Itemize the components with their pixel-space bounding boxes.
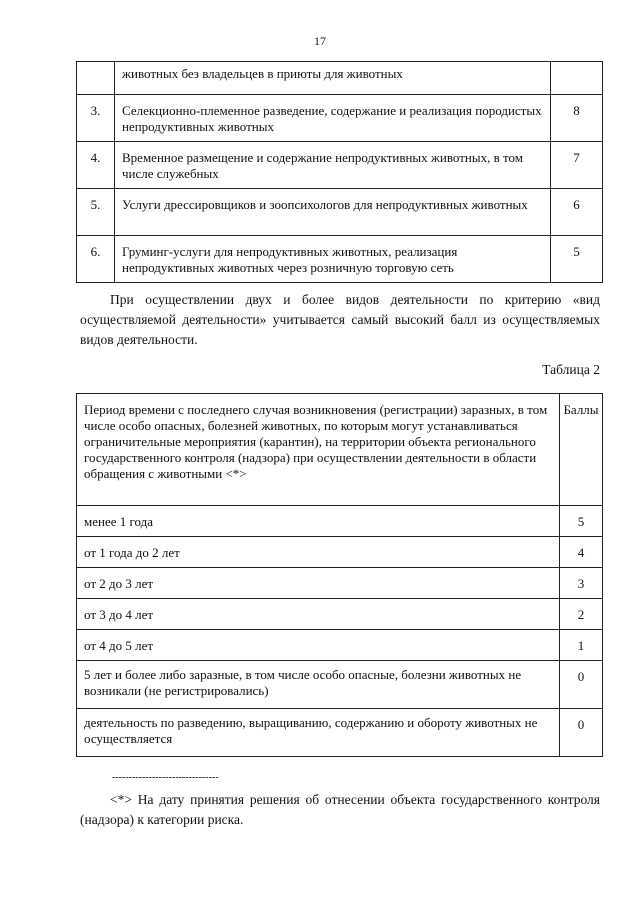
table-caption: Таблица 2 — [542, 362, 600, 377]
score-cell: 2 — [560, 599, 603, 630]
page-number: 17 — [314, 34, 326, 48]
table-row — [77, 506, 603, 537]
score-cell: 1 — [560, 630, 603, 661]
score-cell — [551, 62, 603, 95]
score-cell: 8 — [551, 95, 603, 142]
period-cell: от 3 до 4 лет — [77, 599, 560, 630]
score-cell: 0 — [560, 661, 603, 709]
disease-period-table — [76, 393, 603, 757]
table-header-row — [77, 394, 603, 506]
period-cell: от 2 до 3 лет — [77, 568, 560, 599]
score-cell: 4 — [560, 537, 603, 568]
table-row — [77, 661, 603, 709]
score-cell: 0 — [560, 709, 603, 757]
table-row — [77, 537, 603, 568]
score-cell: 5 — [560, 506, 603, 537]
table-row — [77, 568, 603, 599]
table-row — [77, 142, 603, 189]
table-row — [77, 62, 603, 95]
row-number: 6. — [77, 236, 115, 283]
period-cell: менее 1 года — [77, 506, 560, 537]
period-cell: от 1 года до 2 лет — [77, 537, 560, 568]
table-row — [77, 599, 603, 630]
activity-scores-table — [76, 61, 603, 283]
activity-text: Услуги дрессировщиков и зоопсихологов для непродуктивных животных — [115, 189, 551, 236]
score-header: Баллы — [560, 394, 603, 506]
table-row — [77, 236, 603, 283]
activity-text: Селекционно-племенное разведение, содержание и реализация породистых непродуктивных животных — [115, 95, 551, 142]
table-row — [77, 709, 603, 757]
table-row — [77, 189, 603, 236]
table-row — [77, 95, 603, 142]
row-number: 5. — [77, 189, 115, 236]
footnote-separator: -------------------------------- — [112, 772, 219, 783]
period-cell: деятельность по разведению, выращиванию, содержанию и обороту животных не осуществляется — [77, 709, 560, 757]
period-cell: 5 лет и более либо заразные, в том числе особо опасные, болезни животных не возникали (не регистрировались) — [77, 661, 560, 709]
score-cell: 6 — [551, 189, 603, 236]
activity-text: Груминг-услуги для непродуктивных животных, реализация непродуктивных животных через розничную торговую сеть — [115, 236, 551, 283]
score-cell: 3 — [560, 568, 603, 599]
row-number: 4. — [77, 142, 115, 189]
row-number: 3. — [77, 95, 115, 142]
period-header: Период времени с последнего случая возникновения (регистрации) заразных, в том числе особо опасных, болезней животных, по которым могут устанавливаться ограничительные мероприятия (карантин), на территории объекта регионального государственного контроля (надзора) при осуществлении деятельности в области обращения с животными <*> — [77, 394, 560, 506]
row-number — [77, 62, 115, 95]
activity-text: животных без владельцев в приюты для животных — [115, 62, 551, 95]
footnote-text: <*> На дату принятия решения об отнесении объекта государственного контроля (надзора) к категории риска. — [80, 792, 600, 827]
activity-text: Временное размещение и содержание непродуктивных животных, в том числе служебных — [115, 142, 551, 189]
table-row — [77, 630, 603, 661]
score-cell: 5 — [551, 236, 603, 283]
score-cell: 7 — [551, 142, 603, 189]
rule-paragraph: При осуществлении двух и более видов деятельности по критерию «вид осуществляемой деятельности» учитывается самый высокий балл из осуществляемых видов деятельности. — [80, 292, 600, 347]
period-cell: от 4 до 5 лет — [77, 630, 560, 661]
